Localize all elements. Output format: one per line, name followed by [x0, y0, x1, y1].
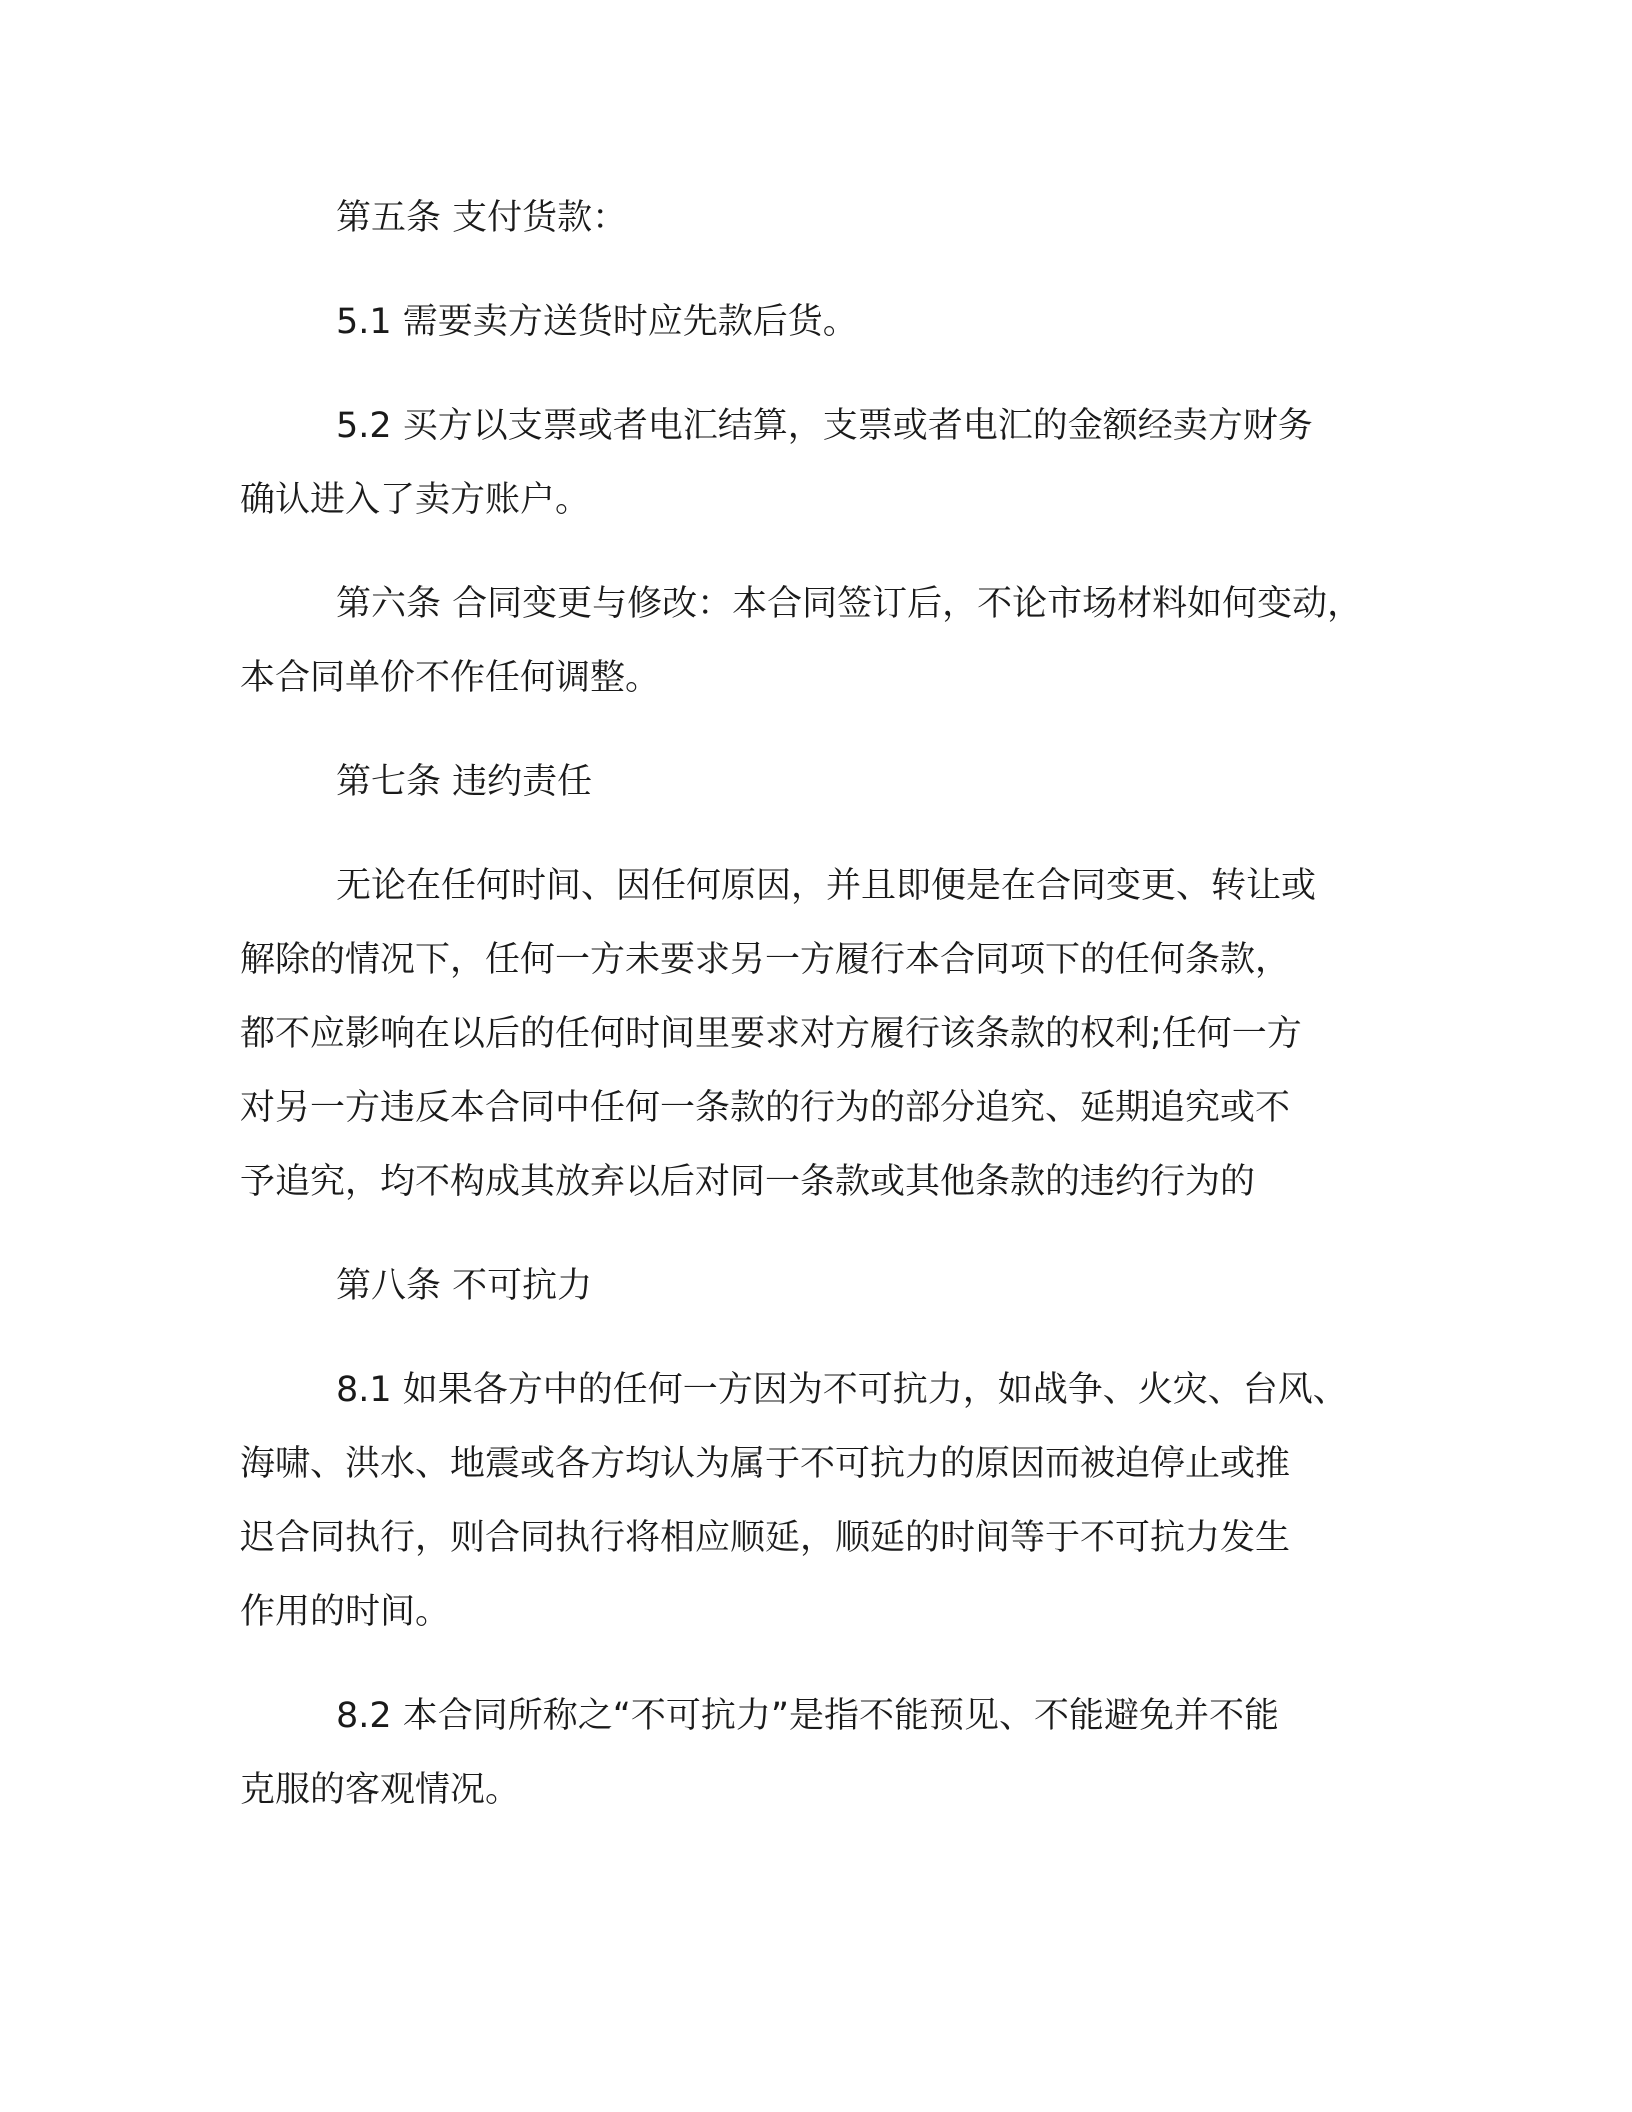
article-8-heading: 第八条 不可抗力 — [336, 1266, 593, 1306]
clause-8-2-line-1: 8.2 本合同所称之“不可抗力”是指不能预见、不能避免并不能 — [336, 1696, 1280, 1736]
article-7-heading: 第七条 违约责任 — [336, 762, 593, 802]
article-6-line-2: 本合同单价不作任何调整。 — [240, 658, 661, 698]
article-7-para-line-2: 解除的情况下，任何一方未要求另一方履行本合同项下的任何条款， — [240, 940, 1291, 980]
article-5-heading: 第五条 支付货款： — [336, 198, 628, 238]
article-7-para-line-4: 对另一方违反本合同中任何一条款的行为的部分追究、延期追究或不 — [240, 1088, 1291, 1128]
article-7-para-line-3: 都不应影响在以后的任何时间里要求对方履行该条款的权利;任何一方 — [240, 1014, 1302, 1054]
clause-8-1-line-2: 海啸、洪水、地震或各方均认为属于不可抗力的原因而被迫停止或推 — [240, 1444, 1291, 1484]
clause-8-2-line-2: 克服的客观情况。 — [240, 1770, 521, 1810]
clause-8-1-line-3: 迟合同执行，则合同执行将相应顺延，顺延的时间等于不可抗力发生 — [240, 1518, 1291, 1558]
clause-8-1-line-4: 作用的时间。 — [240, 1592, 451, 1632]
article-7-para-line-1: 无论在任何时间、因任何原因，并且即便是在合同变更、转让或 — [336, 866, 1317, 906]
article-7-para-line-5: 予追究，均不构成其放弃以后对同一条款或其他条款的违约行为的 — [240, 1162, 1256, 1202]
clause-5-2-line-2: 确认进入了卖方账户。 — [240, 480, 591, 520]
clause-5-1: 5.1 需要卖方送货时应先款后货。 — [336, 302, 858, 342]
article-6-line-1: 第六条 合同变更与修改：本合同签订后，不论市场材料如何变动， — [336, 584, 1363, 624]
clause-8-1-line-1: 8.1 如果各方中的任何一方因为不可抗力，如战争、火灾、台风、 — [336, 1370, 1348, 1410]
clause-5-2-line-1: 5.2 买方以支票或者电汇结算，支票或者电汇的金额经卖方财务 — [336, 406, 1313, 446]
